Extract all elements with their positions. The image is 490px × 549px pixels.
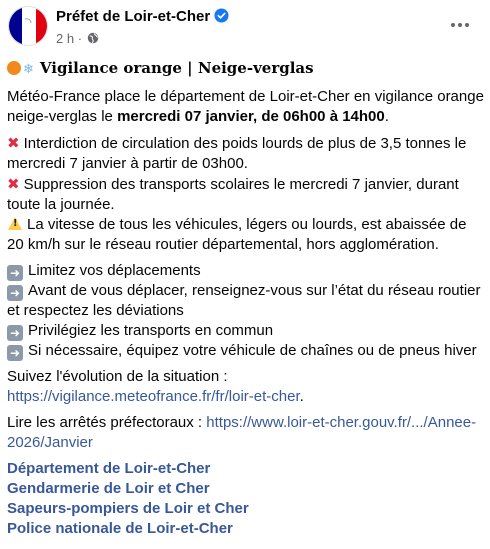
post-header: [0, 0, 490, 52]
tip-text: Privilégiez les transports en commun: [28, 322, 274, 339]
post-title: [7, 59, 485, 79]
intro-bold-text: mercredi 07 janvier, de 06h00 à 14h00: [117, 108, 385, 125]
tagged-pages: [7, 459, 485, 539]
tag-departement[interactable]: Département de Loir-et-Cher: [7, 460, 211, 477]
more-options-dot: [458, 23, 462, 27]
page-name[interactable]: [56, 8, 229, 25]
decrees-text: Lire les arrêtés préfectoraux :: [7, 414, 207, 431]
right-arrow-icon: ➜: [7, 285, 23, 301]
cross-mark-icon: ✖: [7, 175, 20, 193]
orange-circle-icon: [7, 61, 21, 75]
right-arrow-icon: ➜: [7, 345, 23, 361]
tip-text: Avant de vous déplacer, renseignez-vous sur l’état du réseau routier et respectez les déviations: [7, 282, 481, 319]
tip-item: [7, 341, 485, 361]
intro-paragraph: [7, 87, 485, 127]
tag-police-nationale[interactable]: Police nationale de Loir-et-Cher: [7, 520, 233, 537]
more-options-button[interactable]: [447, 12, 473, 38]
intro-end: .: [384, 108, 389, 125]
post-title-text: Vigilance orange | Neige-verglas: [39, 59, 314, 77]
intro-text: Météo-France place le département de Loir-et-Cher en vigilance orange neige-verglas le: [7, 88, 484, 125]
author-label[interactable]: Préfet de Loir-et-Cher: [56, 8, 211, 25]
follow-paragraph: [7, 367, 485, 407]
cross-mark-icon: ✖: [7, 134, 20, 152]
more-options-dot: [465, 23, 469, 27]
marianne-logo: [9, 7, 48, 46]
decrees-link[interactable]: https://www.loir-et-cher.gouv.fr/.../Annee-2026/Janvier: [7, 414, 477, 451]
post-timestamp[interactable]: 2 h: [56, 31, 75, 46]
measure-text: Interdiction de circulation des poids lourds de plus de 3,5 tonnes le mercredi 7 janvier à partir de 03h00.: [7, 135, 467, 172]
tag-gendarmerie[interactable]: Gendarmerie de Loir et Cher: [7, 480, 210, 497]
tip-text: Si nécessaire, équipez votre véhicule de chaînes ou de pneus hiver: [28, 342, 477, 359]
globe-icon: [87, 32, 99, 44]
verified-badge-icon: [214, 8, 229, 23]
tag-sapeurs-pompiers[interactable]: Sapeurs-pompiers de Loir et Cher: [7, 500, 249, 517]
measure-item: [7, 133, 485, 174]
meta-separator: ·: [77, 31, 83, 46]
warning-icon: [8, 217, 22, 230]
measure-text: Suppression des transports scolaires le mercredi 7 janvier, durant toute la journée.: [7, 176, 459, 213]
right-arrow-icon: ➜: [7, 325, 23, 341]
tip-item: [7, 261, 485, 281]
measure-item: [7, 215, 485, 255]
right-arrow-icon: ➜: [7, 265, 23, 281]
measure-text: La vitesse de tous les véhicules, légers ou lourds, est abaissée de 20 km/h sur le réseau routier départemental, hors agglomération.: [7, 216, 467, 253]
measure-item: [7, 174, 485, 215]
follow-end: .: [299, 388, 304, 405]
post-meta: [56, 31, 99, 46]
page-avatar[interactable]: [8, 6, 48, 46]
tip-item: [7, 321, 485, 341]
post-body: [7, 59, 485, 539]
tip-item: [7, 281, 485, 321]
tip-text: Limitez vos déplacements: [28, 262, 201, 279]
decrees-paragraph: [7, 413, 485, 453]
snowflake-icon: ❄: [23, 62, 34, 77]
vigilance-link[interactable]: https://vigilance.meteofrance.fr/fr/loir-et-cher: [7, 388, 300, 405]
follow-text: Suivez l'évolution de la situation :: [7, 368, 228, 385]
more-options-icon: [451, 23, 455, 27]
